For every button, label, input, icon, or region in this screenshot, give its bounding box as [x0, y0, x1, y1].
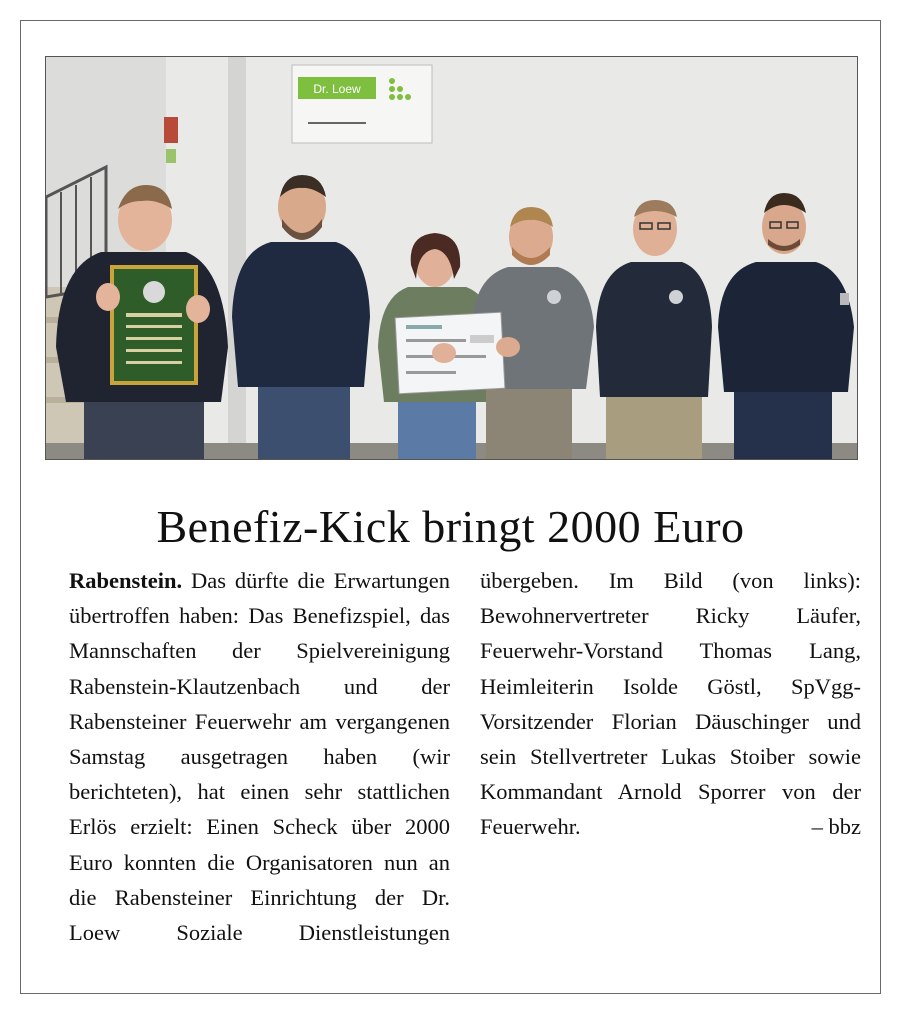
- article-body: [69, 563, 861, 973]
- article-headline: Benefiz-Kick bringt 2000 Euro: [156, 501, 745, 552]
- cheque: [395, 312, 520, 393]
- newspaper-clipping: [20, 20, 881, 994]
- article-body-text: Das dürfte die Erwartungen übertroffen haben: Das Benefizspiel, das Mannschaften der Spielvereinigung Rabenstein-Klautzenbach und der Rabensteiner Feuerwehr am vergangenen Samstag ausgetragen haben (wir berichteten), hat einen sehr stattlichen Erlös erzielt: Einen Scheck über 2000 Euro konnten die Organisatoren nun an die Rabensteiner Einrichtung der Dr. Loew Soziale Dienstleistungen übergeben. Im Bild (von links): Bewohnervertreter Ricky Läufer, Feuerwehr-Vorstand Thomas Lang, Heimleiterin Isolde Göstl, SpVgg-Vorsitzender Florian Däuschinger und sein Stellvertreter Lukas Stoiber sowie Kommandant Arnold Sporrer von der Feuerwehr.: [69, 568, 861, 946]
- sign-logo-text: Dr. Loew: [313, 82, 361, 96]
- article-dateline: Rabenstein.: [69, 568, 183, 593]
- dr-loew-sign: [292, 65, 432, 143]
- group-photo: [45, 56, 858, 460]
- photo-illustration: [46, 57, 857, 459]
- article-byline: – bbz: [811, 814, 861, 840]
